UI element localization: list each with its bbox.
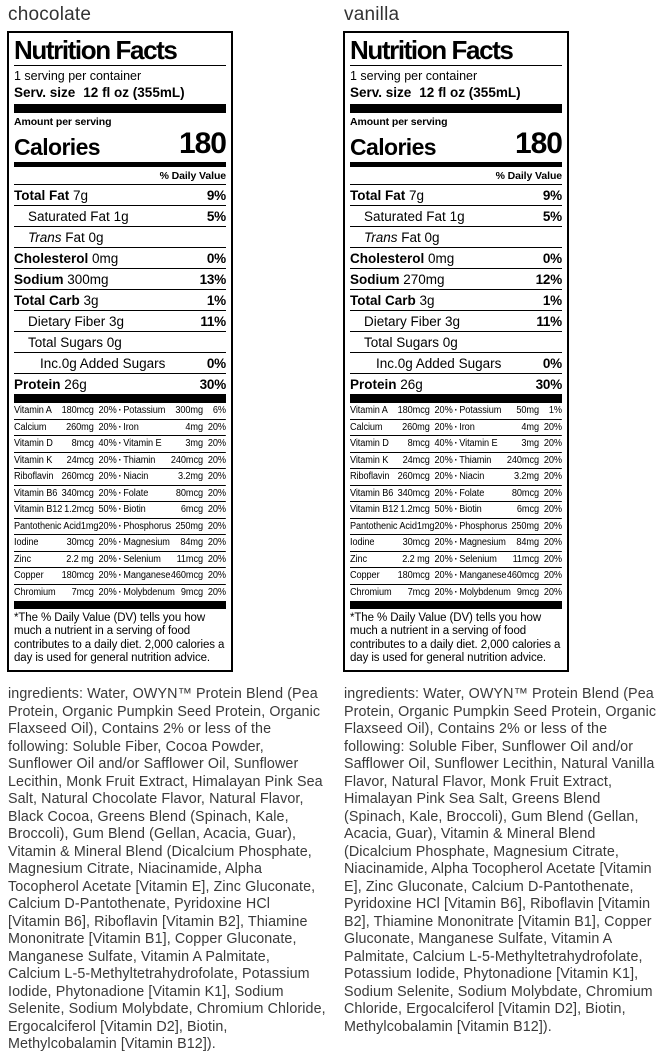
serving-size bbox=[350, 84, 562, 104]
nutrient-name: Total Sugars 0g bbox=[364, 334, 458, 350]
micronutrient-table bbox=[350, 403, 562, 601]
bullet-separator: · bbox=[454, 520, 458, 532]
micronutrient-cell: Vitamin K 24mcg 20% bbox=[14, 454, 117, 466]
nutrient-daily-value: 0% bbox=[542, 250, 562, 266]
micronutrient-cell: Vitamin K 24mcg 20% bbox=[350, 454, 453, 466]
nutrient-daily-value: 1% bbox=[542, 292, 562, 308]
nutrient-name: Trans Fat 0g bbox=[364, 229, 440, 245]
nutrient-name: Total Fat 7g bbox=[14, 187, 89, 203]
nutrient-row bbox=[14, 290, 226, 311]
nutrient-name: Dietary Fiber 3g bbox=[364, 313, 461, 329]
calories-label: Calories bbox=[350, 134, 436, 161]
nutrition-facts-panel bbox=[7, 31, 233, 672]
serving-size-value: 12 fl oz (355mL) bbox=[419, 85, 521, 101]
micronutrient-cell: Magnesium 84mg 20% bbox=[123, 537, 226, 549]
nutrient-row bbox=[14, 269, 226, 290]
nutrient-row bbox=[14, 227, 226, 248]
calories-row bbox=[14, 128, 226, 162]
micronutrient-row bbox=[14, 502, 226, 519]
micronutrient-cell: Phosphorus 250mg 20% bbox=[459, 520, 562, 532]
micronutrient-row bbox=[14, 436, 226, 453]
nutrient-name: Sodium 300mg bbox=[14, 271, 109, 287]
nutrient-daily-value: 11% bbox=[536, 313, 562, 329]
bullet-separator: · bbox=[454, 504, 458, 516]
micronutrient-cell: Vitamin E 3mg 20% bbox=[123, 438, 226, 450]
micronutrient-row bbox=[14, 486, 226, 503]
micronutrient-cell: Vitamin B12 1.2mcg 50% bbox=[350, 504, 453, 516]
micronutrient-row bbox=[14, 420, 226, 437]
divider-bar bbox=[350, 601, 562, 609]
micronutrient-cell: Manganese 460mcg 20% bbox=[459, 570, 562, 582]
amount-per-serving-label: Amount per serving bbox=[14, 116, 112, 129]
nutrient-rows bbox=[350, 185, 562, 395]
bullet-separator: · bbox=[118, 586, 122, 598]
nutrient-name: Inc.0g Added Sugars bbox=[376, 355, 502, 371]
divider-bar bbox=[350, 395, 562, 403]
nutrient-daily-value: 30% bbox=[199, 376, 226, 392]
nutrient-row bbox=[350, 227, 562, 248]
bullet-separator: · bbox=[454, 421, 458, 433]
micronutrient-row bbox=[350, 486, 562, 503]
nutrient-row bbox=[14, 311, 226, 332]
daily-value-footnote: *The % Daily Value (DV) tells you how much a nutrient in a serving of food contributes to a daily diet. 2,000 calories a day is used for general nutrition advice. bbox=[14, 612, 225, 664]
micronutrient-row bbox=[14, 469, 226, 486]
divider-bar bbox=[14, 395, 226, 403]
micronutrient-cell: Copper 180mcg 20% bbox=[14, 570, 117, 582]
nutrient-daily-value: 13% bbox=[199, 271, 226, 287]
nutrient-row bbox=[14, 185, 226, 206]
nutrient-name: Protein 26g bbox=[14, 376, 87, 392]
micronutrient-row bbox=[14, 552, 226, 569]
micronutrient-cell: Folate 80mcg 20% bbox=[123, 487, 226, 499]
bullet-separator: · bbox=[118, 504, 122, 516]
nutrient-row bbox=[14, 353, 226, 374]
micronutrient-row bbox=[350, 502, 562, 519]
nutrient-name: Total Fat 7g bbox=[350, 187, 425, 203]
micronutrient-cell: Zinc 2.2 mg 20% bbox=[350, 553, 453, 565]
daily-value-header: % Daily Value bbox=[14, 167, 226, 185]
nutrient-row bbox=[350, 206, 562, 227]
flavor-column bbox=[336, 0, 672, 1054]
bullet-separator: · bbox=[118, 421, 122, 433]
micronutrient-cell: Chromium 7mcg 20% bbox=[350, 586, 453, 598]
micronutrient-row bbox=[14, 453, 226, 470]
micronutrient-row bbox=[14, 585, 226, 602]
micronutrient-cell: Potassium 300mg 6% bbox=[123, 405, 226, 417]
micronutrient-cell: Folate 80mcg 20% bbox=[459, 487, 562, 499]
nutrient-name: Cholesterol 0mg bbox=[14, 250, 119, 266]
nutrient-row bbox=[350, 353, 562, 374]
nutrient-daily-value: 5% bbox=[206, 208, 226, 224]
nutrient-name: Total Carb 3g bbox=[14, 292, 99, 308]
divider-bar bbox=[350, 104, 562, 113]
micronutrient-cell: Vitamin B6 340mcg 20% bbox=[350, 487, 453, 499]
micronutrient-cell: Pantothenic Acid 1mg 20% bbox=[14, 520, 117, 532]
micronutrient-cell: Vitamin D 8mcg 40% bbox=[14, 438, 117, 450]
nutrient-daily-value: 12% bbox=[535, 271, 562, 287]
micronutrient-cell: Molybdenum 9mcg 20% bbox=[459, 586, 562, 598]
nutrient-row bbox=[14, 206, 226, 227]
flavor-title: chocolate bbox=[8, 4, 92, 25]
calories-value: 180 bbox=[514, 127, 562, 161]
nutrient-row bbox=[14, 374, 226, 395]
micronutrient-cell: Vitamin B6 340mcg 20% bbox=[14, 487, 117, 499]
micronutrient-cell: Vitamin A 180mcg 20% bbox=[350, 405, 453, 417]
divider-bar bbox=[14, 104, 226, 113]
serving-size-label: Serv. size bbox=[14, 85, 76, 101]
nutrient-name: Trans Fat 0g bbox=[28, 229, 104, 245]
bullet-separator: · bbox=[454, 553, 458, 565]
bullet-separator: · bbox=[454, 471, 458, 483]
nutrition-facts-title: Nutrition Facts bbox=[350, 36, 562, 66]
nutrient-row bbox=[350, 269, 562, 290]
serving-size-label: Serv. size bbox=[350, 85, 412, 101]
micronutrient-row bbox=[14, 568, 226, 585]
micronutrient-cell: Phosphorus 250mg 20% bbox=[123, 520, 226, 532]
nutrient-row bbox=[350, 374, 562, 395]
nutrient-daily-value: 0% bbox=[206, 355, 226, 371]
micronutrient-cell: Thiamin 240mcg 20% bbox=[123, 454, 226, 466]
bullet-separator: · bbox=[454, 487, 458, 499]
nutrient-name: Cholesterol 0mg bbox=[350, 250, 455, 266]
micronutrient-cell: Magnesium 84mg 20% bbox=[459, 537, 562, 549]
micronutrient-cell: Iodine 30mcg 20% bbox=[350, 537, 453, 549]
bullet-separator: · bbox=[118, 520, 122, 532]
bullet-separator: · bbox=[454, 454, 458, 466]
micronutrient-cell: Vitamin B12 1.2mcg 50% bbox=[14, 504, 117, 516]
serving-size-value: 12 fl oz (355mL) bbox=[83, 85, 185, 101]
micronutrient-row bbox=[350, 519, 562, 536]
micronutrient-row bbox=[14, 519, 226, 536]
micronutrient-row bbox=[14, 403, 226, 420]
micronutrient-cell: Biotin 6mcg 20% bbox=[459, 504, 562, 516]
nutrient-daily-value: 30% bbox=[535, 376, 562, 392]
micronutrient-cell: Selenium 11mcg 20% bbox=[459, 553, 562, 565]
nutrient-name: Total Carb 3g bbox=[350, 292, 435, 308]
bullet-separator: · bbox=[118, 438, 122, 450]
nutrient-daily-value: 9% bbox=[542, 187, 562, 203]
bullet-separator: · bbox=[454, 586, 458, 598]
nutrient-name: Protein 26g bbox=[350, 376, 423, 392]
nutrient-name: Sodium 270mg bbox=[350, 271, 445, 287]
nutrient-row bbox=[350, 290, 562, 311]
bullet-separator: · bbox=[454, 537, 458, 549]
micronutrient-cell: Pantothenic Acid 1mg 20% bbox=[350, 520, 453, 532]
calories-label: Calories bbox=[14, 134, 100, 161]
micronutrient-cell: Vitamin A 180mcg 20% bbox=[14, 405, 117, 417]
micronutrient-cell: Potassium 50mg 1% bbox=[459, 405, 562, 417]
micronutrient-row bbox=[350, 552, 562, 569]
micronutrient-row bbox=[350, 585, 562, 602]
nutrient-daily-value: 9% bbox=[206, 187, 226, 203]
nutrient-daily-value: 1% bbox=[206, 292, 226, 308]
bullet-separator: · bbox=[118, 471, 122, 483]
micronutrient-cell: Chromium 7mcg 20% bbox=[14, 586, 117, 598]
daily-value-header: % Daily Value bbox=[350, 167, 562, 185]
micronutrient-cell: Niacin 3.2mg 20% bbox=[459, 471, 562, 483]
daily-value-footnote: *The % Daily Value (DV) tells you how much a nutrient in a serving of food contributes to a daily diet. 2,000 calories a day is used for general nutrition advice. bbox=[350, 612, 561, 664]
nutrient-name: Saturated Fat 1g bbox=[364, 208, 465, 224]
nutrient-row bbox=[14, 332, 226, 353]
micronutrient-row bbox=[350, 469, 562, 486]
bullet-separator: · bbox=[118, 454, 122, 466]
ingredients-text: ingredients: Water, OWYN™ Protein Blend (Pea Protein, Organic Pumpkin Seed Protein, Organic Flaxseed Oil), Contains 2% or less of the following: Soluble Fiber, Sunflower Oil and/or Safflower Oil, Sunflower Lecithin, Natural Vanilla Flavor, Natural Flavor, Monk Fruit Extract, Himalayan Pink Sea Salt, Greens Blend (Spinach, Kale, Broccoli), Gum Blend (Gellan, Acacia, Guar), Vitamin & Mineral Blend (Dicalcium Phosphate, Magnesium Citrate, Niacinamide, Alpha Tocopherol Acetate [Vitamin E], Zinc Gluconate, Calcium D-Pantothenate, Pyridoxine HCl [Vitamin B6], Riboflavin [Vitamin B2], Thiamine Mononitrate [Vitamin B1], Copper Gluconate, Manganese Sulfate, Vitamin A Palmitate, Calcium L-5-Methyltetrahydrofolate, Potassium Iodide, Phytonadione [Vitamin K1], Sodium Selenite, Sodium Molybdate, Chromium Chloride, Ergocalciferol [Vitamin D2], Biotin, Methylcobalamin [Vitamin B12]). bbox=[344, 686, 657, 1035]
micronutrient-cell: Iodine 30mcg 20% bbox=[14, 537, 117, 549]
micronutrient-cell: Niacin 3.2mg 20% bbox=[123, 471, 226, 483]
micronutrient-row bbox=[350, 453, 562, 470]
micronutrient-cell: Zinc 2.2 mg 20% bbox=[14, 553, 117, 565]
flavor-title: vanilla bbox=[344, 4, 400, 25]
servings-per-container: 1 serving per container bbox=[14, 69, 142, 84]
nutrient-rows bbox=[14, 185, 226, 395]
nutrient-row bbox=[350, 311, 562, 332]
bullet-separator: · bbox=[454, 405, 458, 417]
micronutrient-row bbox=[14, 535, 226, 552]
micronutrient-table bbox=[14, 403, 226, 601]
micronutrient-cell: Iron 4mg 20% bbox=[459, 421, 562, 433]
bullet-separator: · bbox=[118, 405, 122, 417]
micronutrient-cell: Riboflavin 260mcg 20% bbox=[14, 471, 117, 483]
micronutrient-cell: Calcium 260mg 20% bbox=[350, 421, 453, 433]
divider-bar bbox=[14, 601, 226, 609]
micronutrient-row bbox=[350, 403, 562, 420]
nutrition-facts-title: Nutrition Facts bbox=[14, 36, 226, 66]
micronutrient-cell: Iron 4mg 20% bbox=[123, 421, 226, 433]
micronutrient-cell: Selenium 11mcg 20% bbox=[123, 553, 226, 565]
bullet-separator: · bbox=[118, 487, 122, 499]
bullet-separator: · bbox=[118, 570, 122, 582]
nutrient-row bbox=[350, 248, 562, 269]
nutrient-name: Saturated Fat 1g bbox=[28, 208, 129, 224]
nutrient-daily-value: 11% bbox=[200, 313, 226, 329]
micronutrient-cell: Calcium 260mg 20% bbox=[14, 421, 117, 433]
bullet-separator: · bbox=[118, 537, 122, 549]
nutrient-name: Inc.0g Added Sugars bbox=[40, 355, 166, 371]
micronutrient-cell: Vitamin E 3mg 20% bbox=[459, 438, 562, 450]
calories-value: 180 bbox=[178, 127, 226, 161]
micronutrient-row bbox=[350, 436, 562, 453]
bullet-separator: · bbox=[454, 438, 458, 450]
micronutrient-cell: Riboflavin 260mcg 20% bbox=[350, 471, 453, 483]
calories-row bbox=[350, 128, 562, 162]
servings-per-container: 1 serving per container bbox=[350, 69, 478, 84]
nutrient-row bbox=[14, 248, 226, 269]
micronutrient-row bbox=[350, 535, 562, 552]
micronutrient-cell: Biotin 6mcg 20% bbox=[123, 504, 226, 516]
micronutrient-cell: Copper 180mcg 20% bbox=[350, 570, 453, 582]
nutrient-name: Total Sugars 0g bbox=[28, 334, 122, 350]
serving-size bbox=[14, 84, 226, 104]
bullet-separator: · bbox=[118, 553, 122, 565]
bullet-separator: · bbox=[454, 570, 458, 582]
micronutrient-cell: Manganese 460mcg 20% bbox=[123, 570, 226, 582]
nutrient-daily-value: 0% bbox=[206, 250, 226, 266]
micronutrient-cell: Molybdenum 9mcg 20% bbox=[123, 586, 226, 598]
micronutrient-row bbox=[350, 420, 562, 437]
nutrient-daily-value: 0% bbox=[542, 355, 562, 371]
micronutrient-cell: Vitamin D 8mcg 40% bbox=[350, 438, 453, 450]
nutrient-name: Dietary Fiber 3g bbox=[28, 313, 125, 329]
nutrient-row bbox=[350, 185, 562, 206]
micronutrient-row bbox=[350, 568, 562, 585]
nutrient-row bbox=[350, 332, 562, 353]
micronutrient-cell: Thiamin 240mcg 20% bbox=[459, 454, 562, 466]
nutrient-daily-value: 5% bbox=[542, 208, 562, 224]
amount-per-serving-label: Amount per serving bbox=[350, 116, 448, 129]
ingredients-text: ingredients: Water, OWYN™ Protein Blend (Pea Protein, Organic Pumpkin Seed Protein, Organic Flaxseed Oil), Contains 2% or less of the following: Soluble Fiber, Cocoa Powder, Sunflower Oil and/or Safflower Oil, Sunflower Lecithin, Monk Fruit Extract, Himalayan Pink Sea Salt, Natural Chocolate Flavor, Natural Flavor, Black Cocoa, Greens Blend (Spinach, Kale, Broccoli), Gum Blend (Gellan, Acacia, Guar), Vitamin & Mineral Blend (Dicalcium Phosphate, Magnesium Citrate, Niacinamide, Alpha Tocopherol Acetate [Vitamin E], Zinc Gluconate, Calcium D-Pantothenate, Pyridoxine HCl [Vitamin B6], Riboflavin [Vitamin B2], Thiamine Mononitrate [Vitamin B1], Copper Gluconate, Manganese Sulfate, Vitamin A Palmitate, Calcium L-5-Methyltetrahydrofolate, Potassium Iodide, Phytonadione [Vitamin K1], Sodium Selenite, Sodium Molybdate, Chromium Chloride, Ergocalciferol [Vitamin D2], Biotin, Methylcobalamin [Vitamin B12]). bbox=[8, 686, 326, 1053]
nutrition-facts-panel bbox=[343, 31, 569, 672]
